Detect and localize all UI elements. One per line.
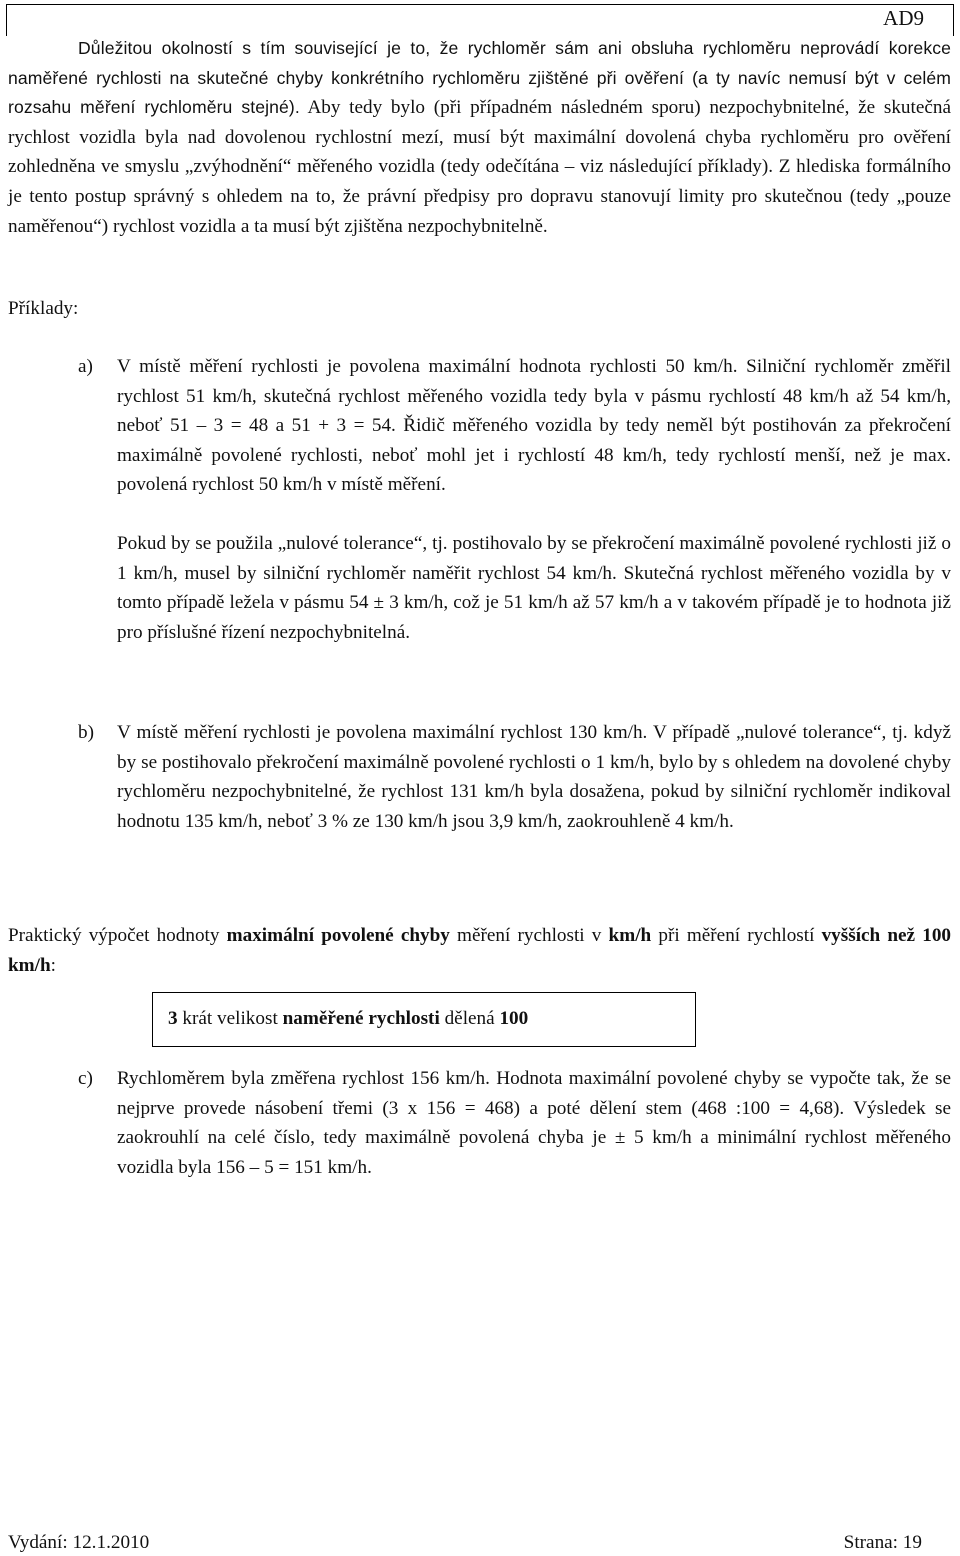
intro-paragraph [8, 34, 951, 241]
example-b-text: V místě měření rychlosti je povolena maximální rychlost 130 km/h. V případě „nulové tolerance“, tj. když by se postihovalo překročení maximálně povolené rychlosti o 1 km/h, bylo by s ohledem na dovolené chyby rychloměru nezpochybnitelné, že rychlost 131 km/h byla dosažena, pokud by silniční rychloměr indikoval hodnotu 135 km/h, neboť 3 % ze 130 km/h jsou 3,9 km/h, zaokrouhleně 4 km/h. [117, 722, 951, 832]
example-c-marker: c) [78, 1068, 93, 1089]
practical-paragraph [8, 921, 951, 980]
footer-issue-date: Vydání: 12.1.2010 [8, 1532, 150, 1553]
example-a-text: V místě měření rychlosti je povolena maximální hodnota rychlosti 50 km/h. Silniční rychloměr změřil rychlost 51 km/h, skutečná rychlost měřeného vozidla tedy byla v pásmu rychlostí 48 km/h až 54 km/h, neboť 51 – 3 = 48 a 51 + 3 = 54. Řidič měřeného vozidla by tedy neměl být postihován za překročení maximálně povolené rychlosti, neboť mohl jet i rychlostí 48 km/h, tedy rychlostí menší, než je max. povolená rychlost 50 km/h v místě měření. [117, 356, 951, 496]
practical-text-3: při měření rychlostí [651, 925, 822, 946]
footer-page-number: Strana: 19 [843, 1532, 922, 1553]
example-a-text-2: Pokud by se použila „nulové tolerance“, tj. postihovalo by se překročení maximálně povolené rychlosti již o 1 km/h, musel by silniční rychloměr naměřit rychlost 54 km/h. Skutečná rychlost měřeného vozidla by v tomto případě ležela v pásmu 54 ± 3 km/h, což je 51 km/h až 57 km/h a v takovém případě je to hodnota již pro příslušné řízení nezpochybnitelná. [117, 532, 951, 643]
formula-text-2: dělená [439, 1008, 500, 1029]
formula-bold-1: 3 [168, 1008, 178, 1029]
example-b [78, 718, 951, 836]
practical-bold-3: vyšších než 100 km/h [8, 925, 952, 976]
example-c-text: Rychloměrem byla změřena rychlost 156 km/h. Hodnota maximální povolené chyby se vypočte tak, že se nejprve provede násobení třemi (3 x 156 = 468) a poté dělení stem (468 :100 = 4,68). Výsledek se zaokrouhlí na celé číslo, tedy maximálně povolená chyba je ± 5 km/h a minimální rychlost měřeného vozidla byla 156 – 5 = 151 km/h. [117, 1068, 951, 1178]
examples-label: Příklady: [8, 298, 79, 319]
practical-bold-2: km/h [608, 925, 652, 946]
example-c [78, 1064, 951, 1182]
practical-text-2: měření rychlosti v [449, 925, 609, 946]
intro-sentence-1: Důležitou okolností s tím související je to, že rychloměr sám ani obsluha rychloměru neprovádí korekce naměřené rychlosti na skutečné chyby konkrétního rychloměru zjištěné při ověření (a ty navíc nemusí být v celém rozsahu měření rychloměru stejné). [8, 38, 951, 118]
formula-box [152, 992, 696, 1047]
intro-sentence-2: Aby tedy bylo (při případném následném sporu) nezpochybnitelné, že skutečná rychlost vozidla byla nad dovolenou rychlostní mezí, musí být maximální dovolená chyba rychloměru pro ověření zohledněna ve smyslu „zvýhodnění“ měřeného vozidla (tedy odečítána – viz následující příklady). [8, 97, 951, 178]
formula-bold-2: naměřené rychlosti [282, 1008, 440, 1029]
practical-bold-1: maximální povolené chyby [226, 925, 450, 946]
formula-bold-3: 100 [499, 1008, 529, 1029]
header-frame [6, 4, 954, 36]
formula-text-1: krát velikost [177, 1008, 283, 1029]
practical-text-4: : [50, 954, 57, 976]
example-b-marker: b) [78, 722, 94, 743]
practical-text-1: Praktický výpočet hodnoty [8, 925, 227, 946]
document-code: AD9 [883, 6, 924, 30]
example-a [78, 352, 951, 647]
example-a-marker: a) [78, 356, 93, 377]
intro-sentence-3: Z hlediska formálního je tento postup správný s ohledem na to, že právní předpisy pro dopravu stanovují limity pro skutečnou (tedy „pouze naměřenou“) rychlost vozidla a ta musí být zjištěna nezpochybnitelně. [8, 156, 951, 237]
